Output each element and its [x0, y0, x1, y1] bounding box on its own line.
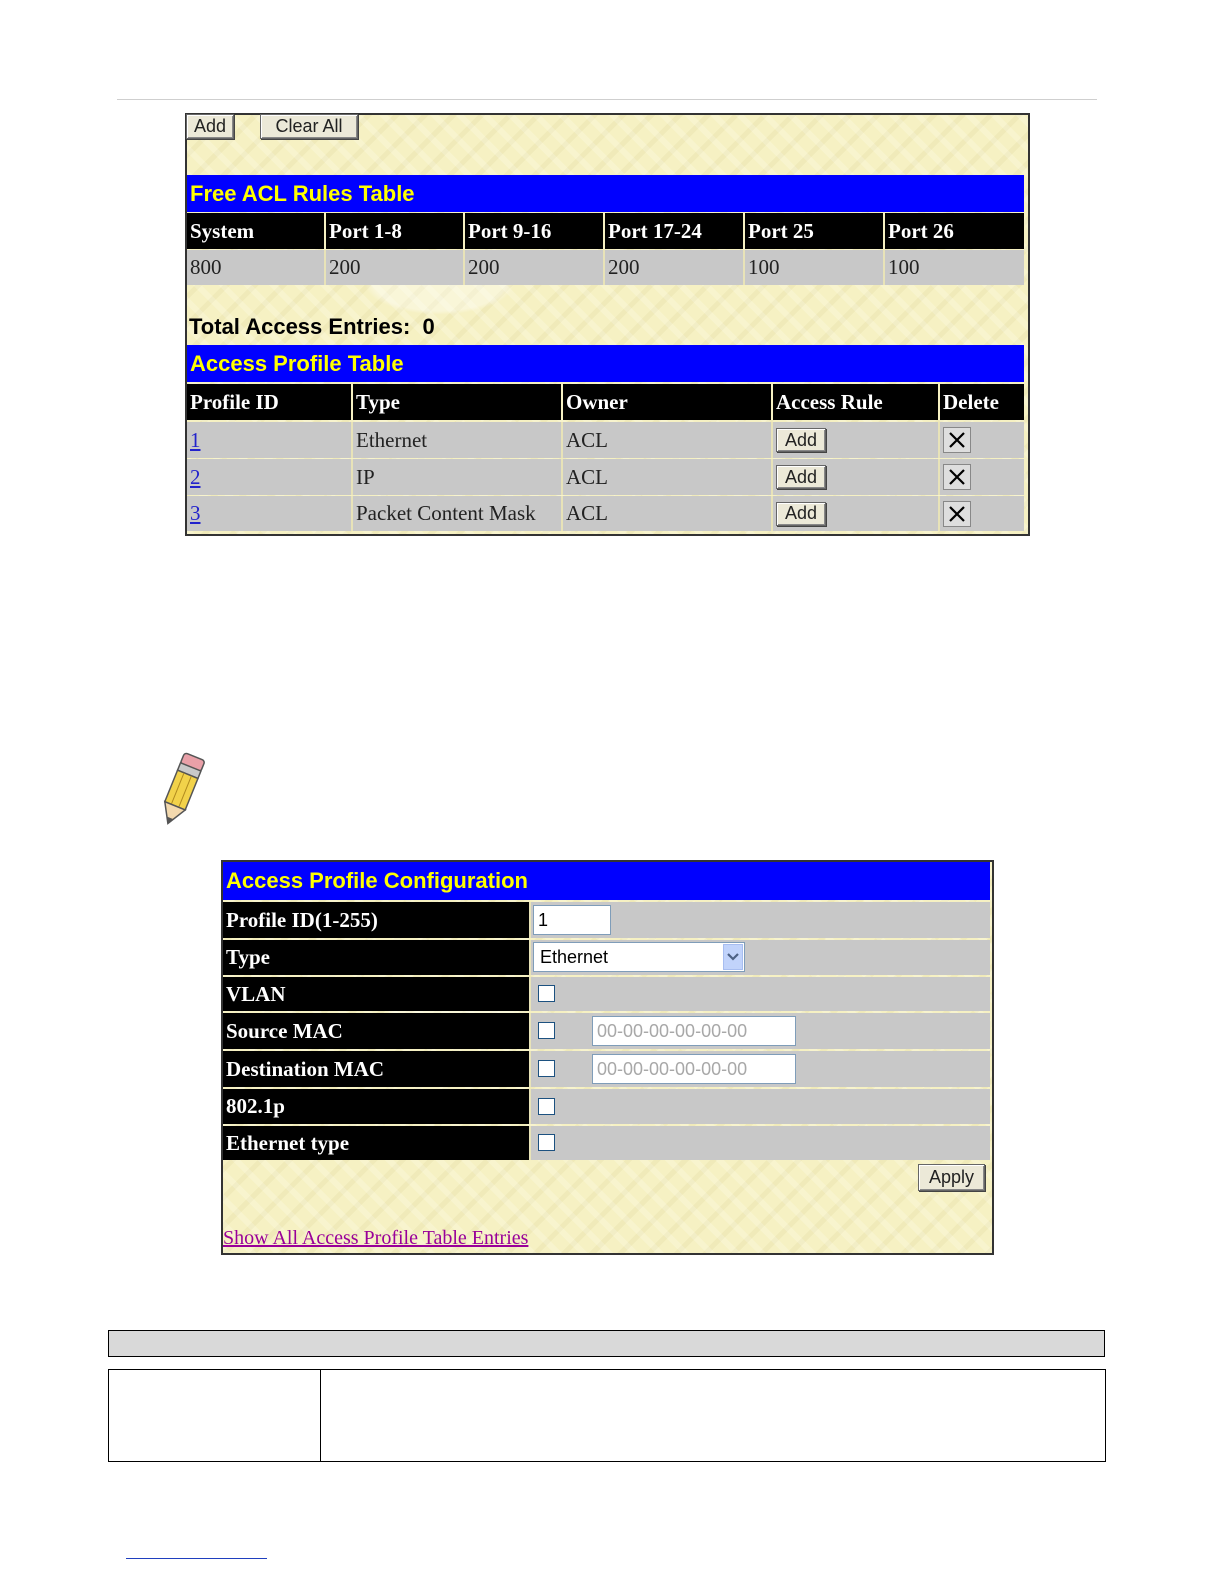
- value-port-1-8: 200: [326, 250, 465, 285]
- free-acl-value-row: [187, 250, 1024, 285]
- pencil-icon: [146, 750, 216, 832]
- col-port-17-24: Port 17-24: [605, 213, 745, 249]
- col-port-26: Port 26: [885, 213, 1024, 249]
- delete-button[interactable]: [943, 464, 971, 490]
- type-select[interactable]: [533, 942, 745, 972]
- footer-link-line: [126, 1558, 267, 1559]
- type-label: Type: [223, 940, 529, 975]
- total-entries-label: Total Access Entries:: [189, 314, 411, 339]
- vlan-row: [223, 977, 990, 1011]
- free-acl-header-row: [187, 213, 1024, 249]
- profile-id-cell: [187, 496, 353, 531]
- col-owner: Owner: [563, 384, 773, 420]
- value-port-26: 100: [885, 250, 1024, 285]
- profile-id-row: [223, 902, 990, 938]
- source-mac-input[interactable]: 00-00-00-00-00-00: [592, 1016, 796, 1046]
- value-port-25: 100: [745, 250, 885, 285]
- type-row: [223, 940, 990, 975]
- col-port-25: Port 25: [745, 213, 885, 249]
- type-dropdown-button[interactable]: [723, 944, 743, 970]
- profile-id-cell: [187, 422, 353, 458]
- add-profile-button[interactable]: Add: [186, 114, 234, 139]
- type-cell: Ethernet: [353, 422, 563, 458]
- col-type: Type: [353, 384, 563, 420]
- parameter-table-header: [108, 1330, 1105, 1357]
- add-rule-button[interactable]: Add: [776, 465, 826, 489]
- x-icon: [948, 431, 966, 449]
- col-delete: Delete: [940, 384, 1024, 420]
- destination-mac-row: [223, 1051, 990, 1087]
- vlan-value-cell: [529, 977, 990, 1011]
- destination-mac-checkbox[interactable]: [538, 1060, 555, 1077]
- top-rule: [117, 99, 1097, 100]
- source-mac-label: Source MAC: [223, 1013, 529, 1049]
- ethernet-type-value-cell: [529, 1126, 990, 1160]
- delete-cell: [940, 422, 1024, 458]
- source-mac-row: [223, 1013, 990, 1049]
- apply-button[interactable]: Apply: [918, 1164, 985, 1191]
- source-mac-value-cell: [529, 1013, 990, 1049]
- table-row: [187, 459, 1024, 495]
- dot1p-label: 802.1p: [223, 1089, 529, 1124]
- col-access-rule: Access Rule: [773, 384, 940, 420]
- profile-id-label: Profile ID(1-255): [223, 902, 529, 938]
- access-profile-table-title: Access Profile Table: [187, 345, 1024, 382]
- delete-cell: [940, 496, 1024, 531]
- profile-id-link[interactable]: 2: [190, 464, 201, 489]
- ethernet-type-label: Ethernet type: [223, 1126, 529, 1160]
- profile-id-link[interactable]: 1: [190, 427, 201, 452]
- vlan-label: VLAN: [223, 977, 529, 1011]
- access-rule-cell: [773, 422, 940, 458]
- col-profile-id: Profile ID: [187, 384, 353, 420]
- value-port-9-16: 200: [465, 250, 605, 285]
- delete-button[interactable]: [943, 427, 971, 453]
- delete-button[interactable]: [943, 501, 971, 527]
- type-value-cell: [529, 940, 990, 975]
- dot1p-row: [223, 1089, 990, 1124]
- owner-cell: ACL: [563, 459, 773, 495]
- col-port-1-8: Port 1-8: [326, 213, 465, 249]
- access-rule-cell: [773, 459, 940, 495]
- destination-mac-input[interactable]: 00-00-00-00-00-00: [592, 1054, 796, 1084]
- profile-id-input[interactable]: 1: [533, 905, 611, 935]
- col-port-9-16: Port 9-16: [465, 213, 605, 249]
- total-entries-value: 0: [422, 314, 435, 339]
- x-icon: [948, 505, 966, 523]
- clear-all-button[interactable]: Clear All: [260, 114, 358, 139]
- show-all-entries-link[interactable]: Show All Access Profile Table Entries: [223, 1227, 529, 1249]
- vlan-checkbox[interactable]: [538, 985, 555, 1002]
- profile-id-value-cell: [529, 902, 990, 938]
- destination-mac-value-cell: [529, 1051, 990, 1087]
- x-icon: [948, 468, 966, 486]
- access-rule-cell: [773, 496, 940, 531]
- free-acl-title: Free ACL Rules Table: [187, 175, 1024, 212]
- type-cell: IP: [353, 459, 563, 495]
- add-rule-button[interactable]: Add: [776, 428, 826, 452]
- chevron-down-icon: [727, 952, 739, 962]
- destination-mac-label: Destination MAC: [223, 1051, 529, 1087]
- ethernet-type-row: [223, 1126, 990, 1160]
- dot1p-value-cell: [529, 1089, 990, 1124]
- source-mac-checkbox[interactable]: [538, 1022, 555, 1039]
- dot1p-checkbox[interactable]: [538, 1098, 555, 1115]
- col-system: System: [187, 213, 326, 249]
- config-title: Access Profile Configuration: [223, 862, 990, 900]
- add-rule-button[interactable]: Add: [776, 502, 826, 526]
- parameter-table: [108, 1369, 1106, 1462]
- profile-table-header-row: [187, 384, 1024, 420]
- table-row: [187, 496, 1024, 531]
- type-selected-value: Ethernet: [540, 946, 609, 967]
- value-system: 800: [187, 250, 326, 285]
- table-row: [187, 422, 1024, 458]
- ethernet-type-checkbox[interactable]: [538, 1134, 555, 1151]
- delete-cell: [940, 459, 1024, 495]
- total-access-entries: [189, 314, 435, 340]
- profile-id-link[interactable]: 3: [190, 501, 201, 525]
- owner-cell: ACL: [563, 496, 773, 531]
- parameter-table-divider: [320, 1370, 321, 1461]
- owner-cell: ACL: [563, 422, 773, 458]
- profile-id-cell: [187, 459, 353, 495]
- type-cell: Packet Content Mask: [353, 496, 563, 531]
- value-port-17-24: 200: [605, 250, 745, 285]
